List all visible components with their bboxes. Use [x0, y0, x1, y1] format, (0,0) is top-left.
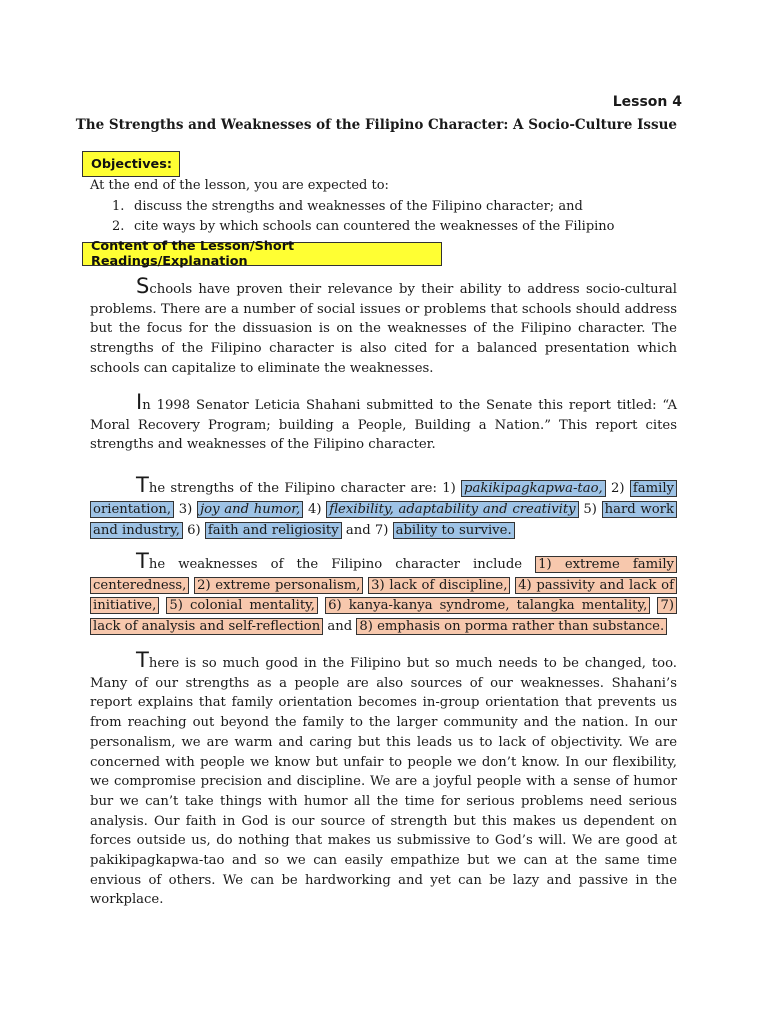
weakness-highlight: 8) emphasis on porma rather than substance. — [356, 618, 667, 635]
drop-cap: T — [136, 549, 149, 573]
paragraph-shahani-report: In 1998 Senator Leticia Shahani submitted to the Senate this report titled: “A Moral Recovery Program; building a People, Building a Nation.” This report cites strengths and weaknesses of the Filipino character. — [90, 390, 677, 453]
weakness-highlight: 3) lack of discipline, — [368, 577, 510, 594]
drop-cap: T — [136, 648, 149, 672]
paragraph-analysis: There is so much good in the Filipino but so much needs to be changed, too. Many of our strengths as a people are also sources of our weaknesses. Shahani’s report explains that family orientation becomes in-group orientation that prevents us from reaching out beyond the family to the larger community and the nation. In our personalism, we are warm and caring but this leads us to lack of objectivity. We are concerned with people we know but unfair to people we don’t know. In our flexibility, we compromise precision and discipline. We are a joyful people with a sense of humor bur we can’t take things with humor all the time for serious problems need serious analysis. Our faith in God is our source of strength but this makes us dependent on forces outside us, do nothing that makes us submissive to God’s will. We are good at pakikipagkapwa-tao and so we can easily empathize but we can at the same time envious of others. We can be hardworking and yet can be lazy and passive in the workplace. — [90, 648, 677, 908]
drop-cap: T — [136, 473, 149, 497]
objectives-intro: At the end of the lesson, you are expected to: — [90, 178, 389, 193]
weakness-highlight: 1) extreme family centeredness, — [90, 556, 677, 594]
weakness-highlight: 6) kanya-kanya syndrome, talangka mentality, — [325, 597, 650, 614]
strength-highlight: flexibility, adaptability and creativity — [326, 501, 578, 518]
objective-item: 2. cite ways by which schools can countered the weaknesses of the Filipino — [112, 219, 615, 234]
weakness-highlight: 5) colonial mentality, — [166, 597, 318, 614]
weakness-highlight: 7) lack of analysis and self-reflection — [90, 597, 677, 635]
drop-cap: S — [136, 274, 150, 298]
strength-highlight: faith and religiosity — [205, 522, 342, 539]
strength-highlight: pakikipagkapwa-tao, — [461, 480, 606, 497]
weakness-highlight: 2) extreme personalism, — [194, 577, 363, 594]
lesson-title: The Strengths and Weaknesses of the Filipino Character: A Socio-Culture Issue — [75, 117, 677, 133]
strength-highlight: hard work and industry, — [90, 501, 677, 539]
objectives-list — [112, 197, 615, 237]
paragraph-schools: Schools have proven their relevance by their ability to address socio-cultural problems. There are a number of social issues or problems that schools should address but the focus for the dissuasion is on the weaknesses of the Filipino character. The strengths of the Filipino character is also cited for a balanced presentation which schools can capitalize to eliminate the weaknesses. — [90, 274, 677, 376]
paragraph-weaknesses: The weaknesses of the Filipino character include 1) extreme family centeredness, 2) extreme personalism, 3) lack of discipline, 4) passivity and lack of initiative, 5) colonial mentality, 6) kanya-kanya syndrome, talangka mentality, 7) lack of analysis and self-reflection and 8) emphasis on porma rather than substance. — [90, 555, 677, 637]
objective-item: 1. discuss the strengths and weaknesses of the Filipino character; and — [112, 199, 583, 214]
content-heading: Content of the Lesson/Short Readings/Explanation — [82, 242, 442, 266]
paragraph-strengths: The strengths of the Filipino character are: 1) pakikipagkapwa-tao, 2) family orientation, 3) joy and humor, 4) flexibility, adaptability and creativity 5) hard work and industry, 6) faith and religiosity and 7) ability to survive. — [90, 478, 677, 541]
weakness-highlight: 4) passivity and lack of initiative, — [90, 577, 677, 615]
drop-cap: I — [136, 390, 143, 414]
lesson-number: Lesson 4 — [612, 94, 682, 110]
strength-highlight: joy and humor, — [197, 501, 303, 518]
strength-highlight: ability to survive. — [393, 522, 515, 539]
objectives-heading: Objectives: — [82, 151, 180, 177]
strength-highlight: family orientation, — [90, 480, 677, 518]
